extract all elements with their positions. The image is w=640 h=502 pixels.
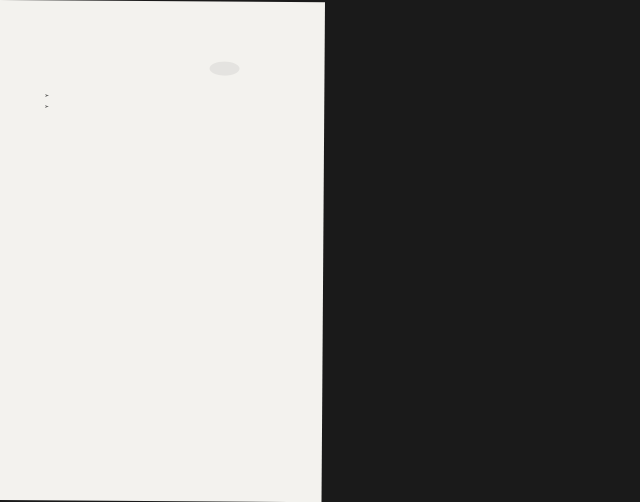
instruction-item <box>44 104 52 110</box>
document-title <box>60 55 290 57</box>
paper-smudge <box>209 61 239 75</box>
arrow-right-icon: ➢ <box>44 93 49 99</box>
arrow-right-icon: ➢ <box>44 104 49 110</box>
instruction-item <box>44 93 52 99</box>
document-subtitle <box>60 63 290 65</box>
